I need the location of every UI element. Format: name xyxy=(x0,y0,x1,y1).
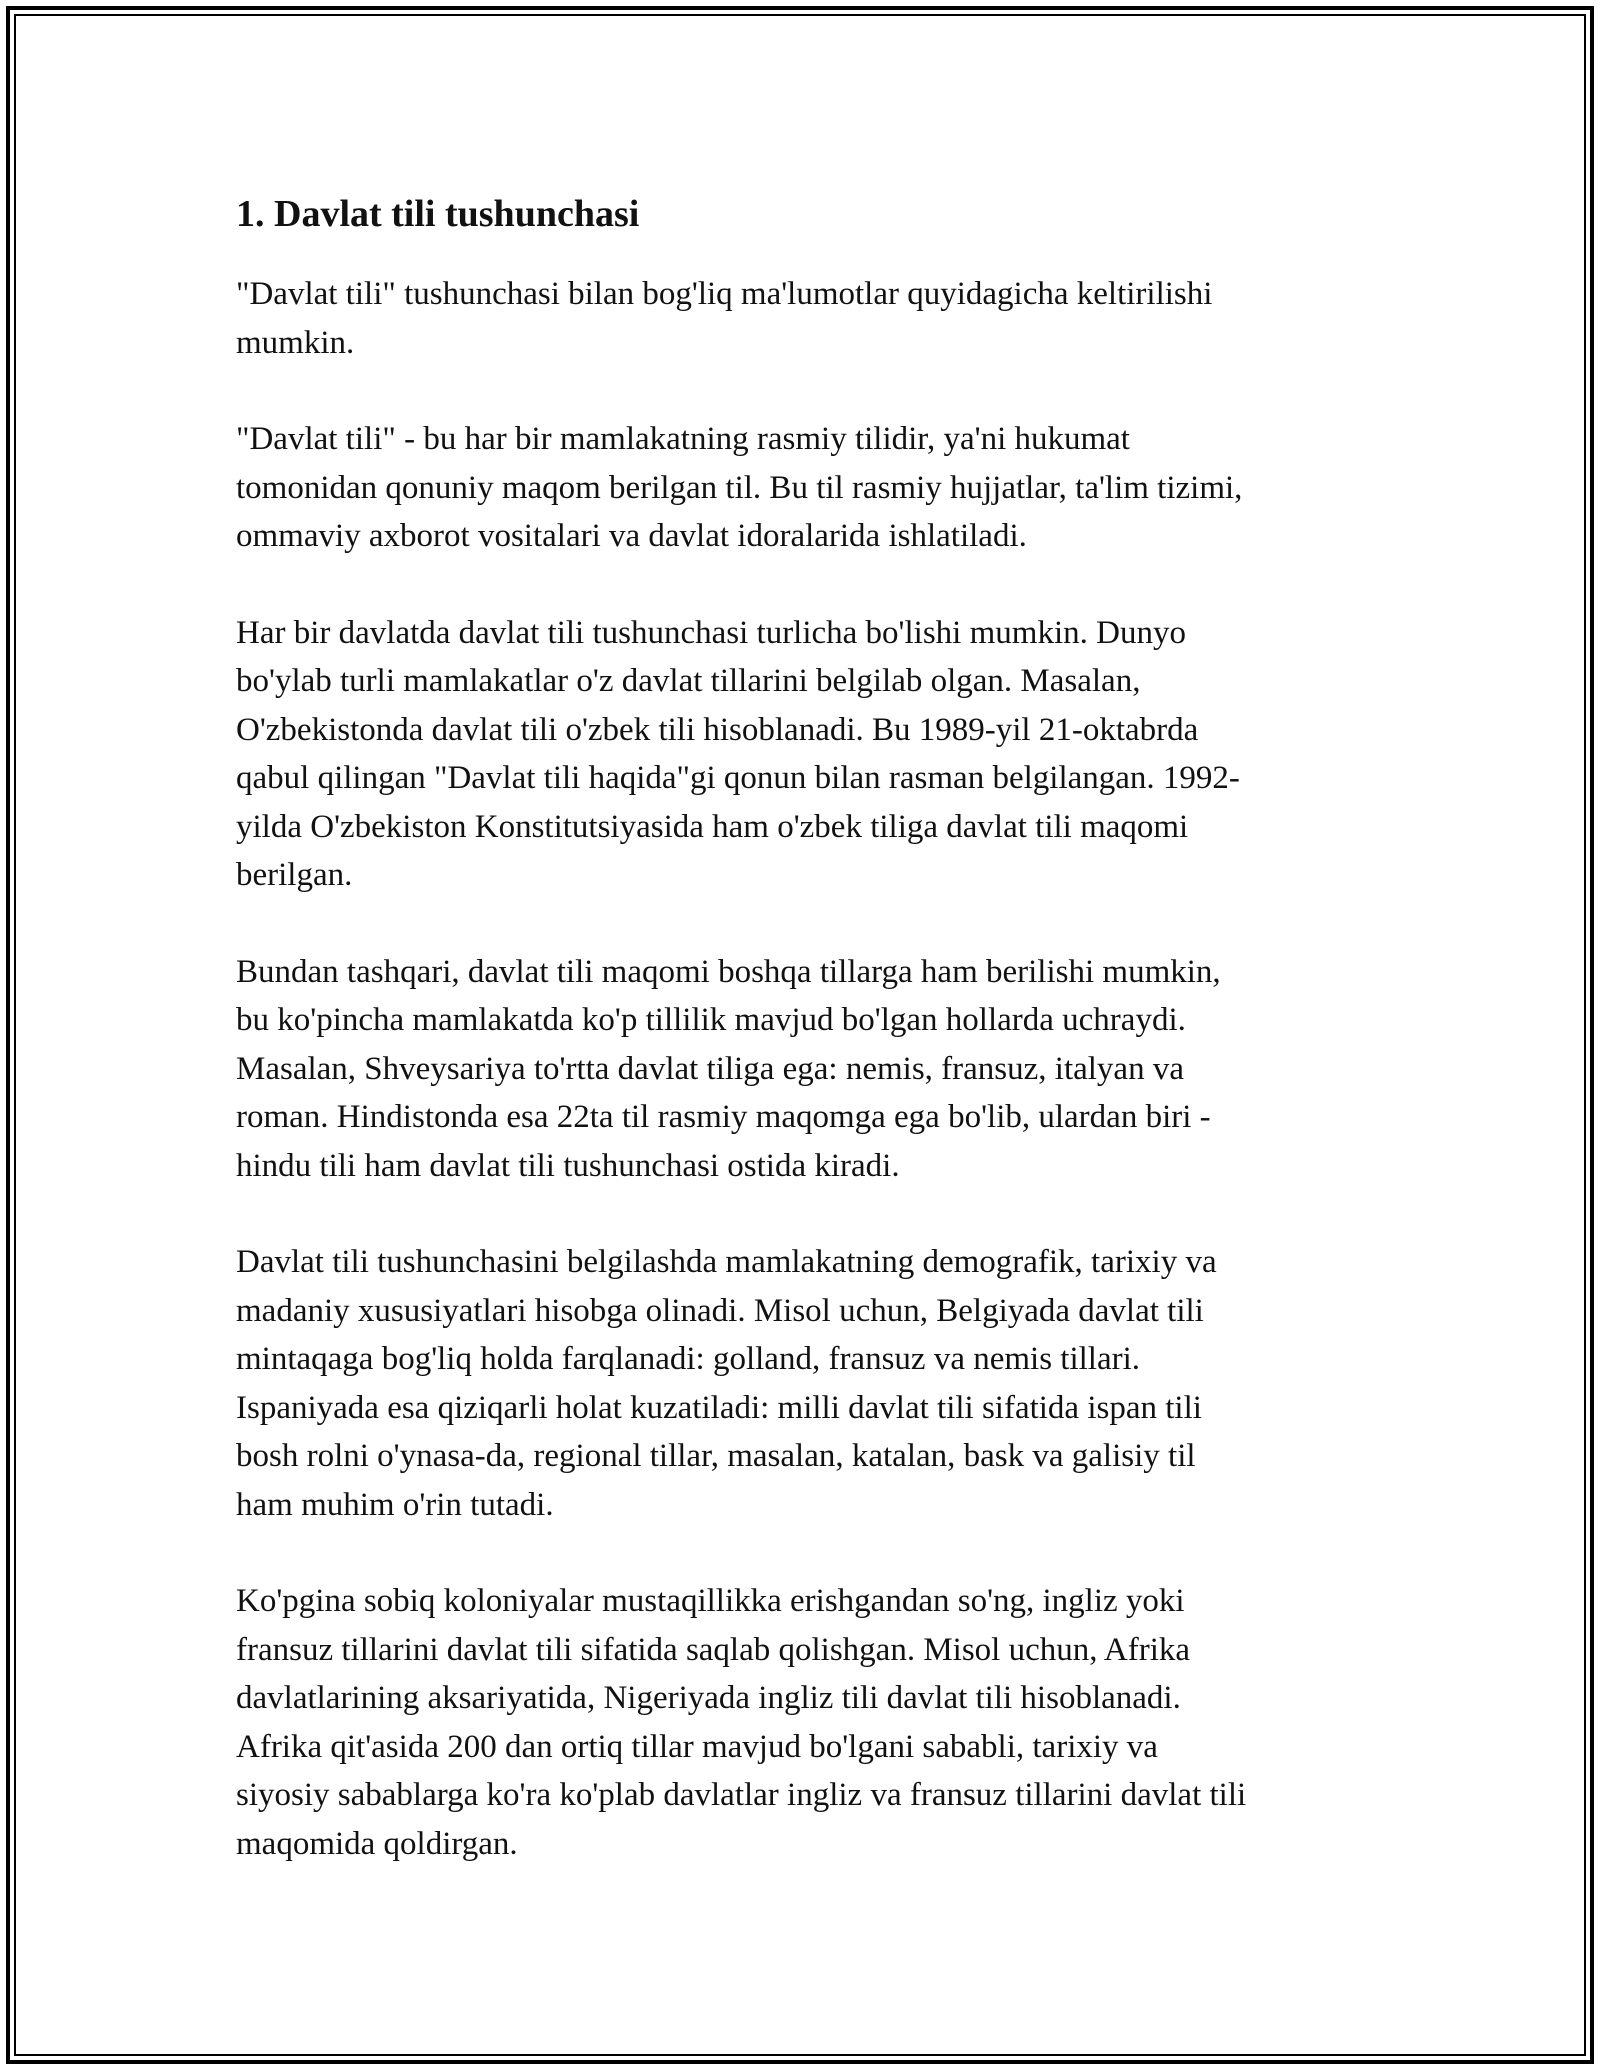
paragraph-definition: "Davlat tili" - bu har bir mamlakatning rasmiy tilidir, ya'ni hukumat tomonidan qonuniy maqom berilgan til. Bu til rasmiy hujjatlar, ta'lim tizimi, ommaviy axborot vositalari va davlat idoralarida ishlatiladi. xyxy=(236,421,1243,554)
paragraph-regional-factors: Davlat tili tushunchasini belgilashda mamlakatning demografik, tarixiy va madaniy xususiyatlari hisobga olinadi. Misol uchun, Belgiyada davlat tili mintaqaga bog'liq holda farqlanadi: golland, fransuz va nemis tillari. Ispaniyada esa qiziqarli holat kuzatiladi: milli davlat tili sifatida ispan tili bosh rolni o'ynasa-da, regional tillar, masalan, katalan, bask va galisiy til ham muhim o'rin tutadi. xyxy=(236,1244,1217,1523)
section-title: 1. Davlat tili tushunchasi xyxy=(236,193,640,235)
paragraph-former-colonies: Ko'pgina sobiq koloniyalar mustaqillikka erishgandan so'ng, ingliz yoki fransuz tillarini davlat tili sifatida saqlab qolishgan. Misol uchun, Afrika davlatlarining aksariyatida, Nigeriyada ingliz tili davlat tili hisoblanadi. Afrika qit'asida 200 dan ortiq tillar mavjud bo'lgani sababli, tarixiy va siyosiy sabablarga ko'ra ko'plab davlatlar ingliz va fransuz tillarini davlat tili maqomida qoldirgan. xyxy=(236,1583,1247,1862)
document-body xyxy=(236,186,1366,1916)
paragraph-multilingualism: Bundan tashqari, davlat tili maqomi boshqa tillarga ham berilishi mumkin, bu ko'pincha mamlakatda ko'p tillilik mavjud bo'lgan hollarda uchraydi. Masalan, Shveysariya to'rtta davlat tiliga ega: nemis, fransuz, italyan va roman. Hindistonda esa 22ta til rasmiy maqomga ega bo'lib, ulardan biri - hindu tili ham davlat tili tushunchasi ostida kiradi. xyxy=(236,953,1221,1184)
paragraph-uzbekistan: Har bir davlatda davlat tili tushunchasi turlicha bo'lishi mumkin. Dunyo bo'ylab turli mamlakatlar o'z davlat tillarini belgilab olgan. Masalan, O'zbekistonda davlat tili o'zbek tili hisoblanadi. Bu 1989-yil 21-oktabrda qabul qilingan "Davlat tili haqida"gi qonun bilan rasman belgilangan. 1992- yilda O'zbekiston Konstitutsiyasida ham o'zbek tiliga davlat tili maqomi berilgan. xyxy=(236,614,1240,893)
paragraph-intro: "Davlat tili" tushunchasi bilan bog'liq ma'lumotlar quyidagicha keltirilishi mumkin. xyxy=(236,276,1213,361)
